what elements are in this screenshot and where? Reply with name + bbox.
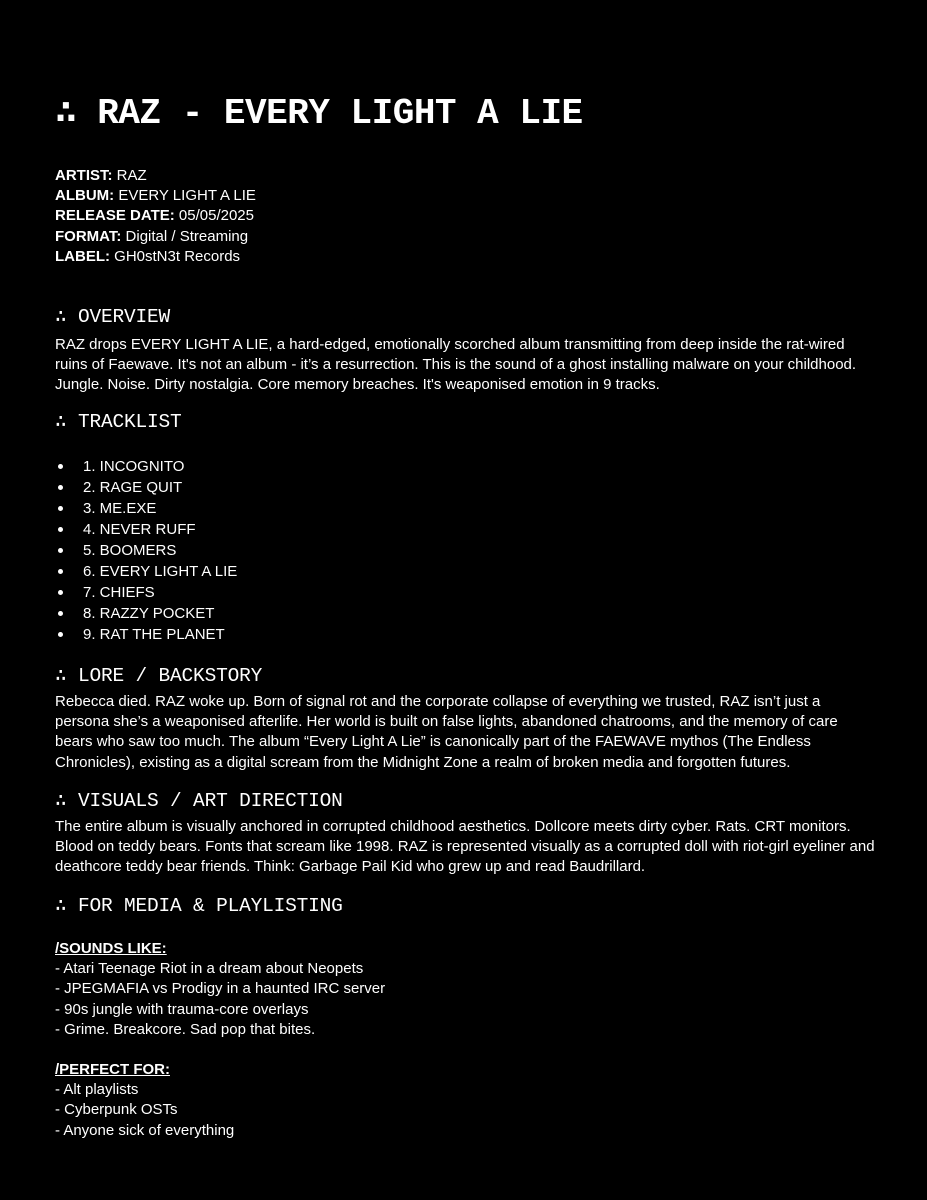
media-section	[55, 893, 875, 1141]
track-item	[55, 561, 875, 582]
list-item: - Atari Teenage Riot in a dream about Neopets	[55, 960, 364, 978]
bullet-icon	[58, 485, 63, 490]
meta-label: ALBUM:	[55, 187, 115, 205]
lore-section	[55, 663, 875, 773]
track-item	[55, 624, 875, 645]
media-heading: ∴ FOR MEDIA & PLAYLISTING	[55, 895, 343, 917]
track-title: 1. INCOGNITO	[83, 458, 185, 475]
list-item: - Grime. Breakcore. Sad pop that bites.	[55, 1020, 316, 1038]
track-item	[55, 540, 875, 561]
overview-text: RAZ drops EVERY LIGHT A LIE, a hard-edged, emotionally scorched album transmitting from deep inside the rat-wired ruins of Faewave. It's not an album - it’s a resurrection. This is the sound of a ghost installing malware on your childhood. Jungle. Noise. Dirty nostalgia. Core memory breaches. It's weaponised emotion in 9 tracks.	[55, 336, 857, 394]
visuals-section	[55, 788, 875, 878]
bullet-icon	[58, 590, 63, 595]
meta-format	[55, 227, 256, 247]
meta-value: EVERY LIGHT A LIE	[118, 187, 256, 205]
lore-heading: ∴ LORE / BACKSTORY	[55, 665, 263, 687]
meta-label: RELEASE DATE:	[55, 207, 175, 225]
track-item	[55, 582, 875, 603]
meta-release-date	[55, 206, 256, 226]
list-item: - Cyberpunk OSTs	[55, 1101, 178, 1119]
list-item: - Alt playlists	[55, 1081, 139, 1099]
sounds-like-label: /SOUNDS LIKE:	[55, 940, 167, 957]
bullet-icon	[58, 611, 63, 616]
metadata-block	[55, 166, 256, 267]
overview-section	[55, 304, 875, 396]
bullet-icon	[58, 632, 63, 637]
tracklist-section	[55, 409, 875, 645]
visuals-text: The entire album is visually anchored in corrupted childhood aesthetics. Dollcore meets dirty cyber. Rats. CRT monitors. Blood on teddy bears. Fonts that scream like 1998. RAZ is represented visually as a corrupted doll with riot-girl eyeliner and deathcore teddy bear friends. Think: Garbage Pail Kid who grew up and read Baudrillard.	[55, 818, 875, 876]
list-item: - 90s jungle with trauma-core overlays	[55, 1000, 309, 1018]
track-title: 6. EVERY LIGHT A LIE	[83, 563, 238, 580]
meta-value: 05/05/2025	[178, 207, 254, 225]
bullet-icon	[58, 569, 63, 574]
perfect-for-list	[55, 1080, 875, 1141]
page-title: ∴ RAZ - EVERY LIGHT A LIE	[55, 93, 583, 134]
sounds-like-block	[55, 939, 875, 1040]
meta-value: RAZ	[116, 167, 147, 184]
track-title: 4. NEVER RUFF	[83, 521, 196, 538]
meta-label: LABEL:	[55, 247, 110, 265]
list-item: - Anyone sick of everything	[55, 1121, 235, 1139]
tracklist	[55, 456, 875, 645]
sounds-like-list	[55, 959, 875, 1040]
meta-label: ARTIST:	[55, 167, 113, 184]
meta-album	[55, 186, 256, 206]
meta-label: FORMAT:	[55, 227, 122, 245]
track-title: 7. CHIEFS	[83, 584, 155, 601]
overview-heading: ∴ OVERVIEW	[55, 306, 171, 328]
bullet-icon	[58, 548, 63, 553]
track-title: 5. BOOMERS	[83, 542, 177, 559]
track-item	[55, 603, 875, 624]
track-item	[55, 498, 875, 519]
bullet-icon	[58, 527, 63, 532]
track-item	[55, 519, 875, 540]
track-item	[55, 477, 875, 498]
lore-text: Rebecca died. RAZ woke up. Born of signal rot and the corporate collapse of everything we trusted, RAZ isn’t just a persona she’s a weaponised afterlife. Her world is built on false lights, abandoned chatrooms, and the memory of care bears who saw too much. The album “Every Light A Lie” is canonically part of the FAEWAVE mythos (The Endless Chronicles), existing as a digital scream from the Midnight Zone a realm of broken media and forgotten futures.	[55, 693, 838, 771]
track-title: 9. RAT THE PLANET	[83, 626, 225, 643]
perfect-for-label: /PERFECT FOR:	[55, 1061, 170, 1079]
track-title: 8. RAZZY POCKET	[83, 605, 215, 622]
visuals-heading: ∴ VISUALS / ART DIRECTION	[55, 790, 343, 812]
track-title: 3. ME.EXE	[83, 500, 157, 517]
track-item	[55, 456, 875, 477]
meta-value: Digital / Streaming	[125, 227, 249, 245]
bullet-icon	[58, 506, 63, 511]
perfect-for-block	[55, 1060, 875, 1141]
tracklist-heading: ∴ TRACKLIST	[55, 411, 182, 433]
list-item: - JPEGMAFIA vs Prodigy in a haunted IRC server	[55, 980, 386, 998]
bullet-icon	[58, 464, 63, 469]
meta-value: GH0stN3t Records	[114, 247, 241, 265]
meta-artist	[55, 166, 256, 186]
meta-label-name	[55, 247, 256, 267]
track-title: 2. RAGE QUIT	[83, 479, 183, 496]
